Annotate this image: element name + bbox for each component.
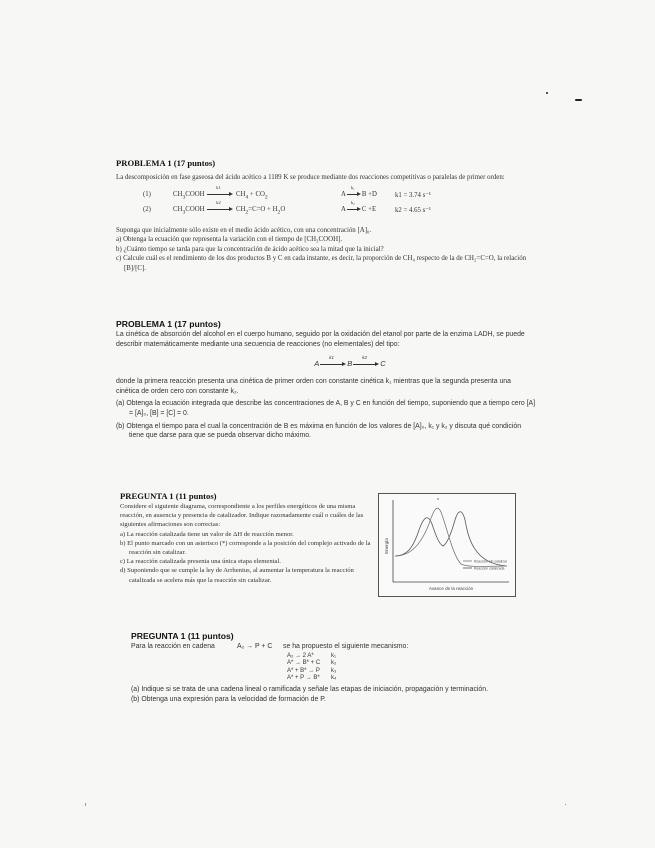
reaction-arrow: k2 xyxy=(207,206,233,212)
energy-profile-diagram xyxy=(379,494,515,596)
scan-speck xyxy=(85,803,86,806)
mechanism-step: A* + P → B* k₄ xyxy=(287,674,337,681)
energy-profile-figure xyxy=(378,493,516,597)
question-intro: Considere el siguiente diagrama, correspondiente a los perfiles energéticos de una misma reacción, en ausencia y presencia de catalizador. Indique razonadamente cuál o cuáles de las siguientes afirmaciones son correctas: xyxy=(120,503,364,529)
rate-constant: k1 = 3.74 s⁻¹ xyxy=(395,191,431,199)
uncatalyzed-curve xyxy=(395,508,507,566)
asterisk-marker: * xyxy=(437,498,439,504)
question-item: a) La reacción catalizada tiene un valor de ΔH de reacción menor. xyxy=(120,530,294,538)
reaction-list xyxy=(143,185,536,217)
chain-reaction-intro: Para la reacción en cadena A₂ → P + C se ha propuesto el siguiente mecanismo: xyxy=(131,643,409,650)
scheme-arrow: k₂ xyxy=(347,206,361,212)
reaction-arrow: k1 xyxy=(207,191,233,197)
reactant: $CH_3COOH$ xyxy=(173,190,205,200)
reaction-scheme: A k₁ B +D xyxy=(341,185,377,198)
conditions-text: donde la primera reacción presenta una cinética de primer orden con constante cinética k₁ mientras que la segunda presenta una cinética de orden cero con constante k₂. xyxy=(116,378,511,395)
overall-reaction: A₂ → P + C xyxy=(237,643,273,650)
problem-intro: La descomposición en fase gaseosa del ácido acético a 1189 K se produce mediante dos reacciones competitivas o paralelas de primer orden: xyxy=(116,174,505,181)
mechanism-step: A* → B* + C k₂ xyxy=(287,660,337,667)
problem-1-section xyxy=(116,158,536,274)
y-axis-label: Energía xyxy=(384,538,389,554)
catalyzed-curve xyxy=(395,512,507,566)
question-item: (b) Obtenga el tiempo para el cual la concentración de B es máxima en función de los valores de [A]₀, k₁ y k₂ y discuta qué condición tiene que darse para que se pueda observar dicho máximo. xyxy=(116,422,522,440)
reaction-equation xyxy=(173,200,286,215)
reaction-row xyxy=(143,200,536,217)
section-title: PREGUNTA 1 (11 puntos) xyxy=(131,631,234,641)
question-item: c) La reacción catalizada presenta una única etapa elemental. xyxy=(120,558,281,566)
section-title: PROBLEMA 1 (17 puntos) xyxy=(116,319,221,329)
rate-constant: k2 = 4.65 s⁻¹ xyxy=(395,206,431,214)
reaction-sequence: A k1 B k2 C xyxy=(314,355,386,369)
reactant: $CH_3COOH$ xyxy=(173,205,205,215)
mechanism-steps xyxy=(287,653,531,682)
question-item: a) Obtenga la ecuación que representa la variación con el tiempo de [CH₃COOH]. xyxy=(116,236,343,244)
mechanism-step: A* + B* → P k₃ xyxy=(287,667,337,674)
scan-speck xyxy=(546,92,548,94)
reaction-row xyxy=(143,185,536,202)
reaction-number: (1) xyxy=(143,190,151,198)
question-item: (a) Obtenga la ecuación integrada que describe las concentraciones de A, B y C en función del tiempo, suponiendo que a tiempo cero [A] = [A]₀, [B] = [C] = 0. xyxy=(116,400,536,417)
section-title: PREGUNTA 1 (11 puntos) xyxy=(120,491,217,501)
question-item: b) ¿Cuánto tiempo se tarda para que la concentración de ácido acético sea la mitad que la inicial? xyxy=(116,245,384,253)
mechanism-step: A₂ → 2 A* k₁ xyxy=(287,653,337,659)
x-axis-label: Avance de la reacción xyxy=(428,586,474,591)
scan-mark xyxy=(575,99,582,101)
legend-catalyzed: Reacción catalizada xyxy=(474,566,505,571)
pregunta-1-energy-section xyxy=(120,491,375,585)
question-item: (b) Obtenga una expresión para la velocidad de formación de P. xyxy=(131,695,326,703)
scan-speck xyxy=(565,804,566,805)
scheme-arrow: k2 xyxy=(353,361,379,367)
question-item: b) El punto marcado con un asterisco (*) corresponde a la posición del complejo activado de la reacción sin catalizar. xyxy=(120,539,371,557)
reaction-number: (2) xyxy=(143,205,151,213)
question-item: c) Calcule cuál es el rendimiento de los dos productos B y C en cada instante, es decir, la proporción de CH₄ respecto de la de CH₂=C=O, la relación [B]/[C]. xyxy=(116,255,527,272)
pregunta-1-chain-section xyxy=(131,631,531,704)
reaction-equation xyxy=(173,185,268,200)
scheme-arrow: k₁ xyxy=(347,191,361,197)
assumption-text: Suponga que inicialmente sólo existe en el medio ácido acético, con una concentración [A]₀. xyxy=(116,226,372,234)
question-item: d) Suponiendo que se cumple la ley de Arrhenius, al aumentar la temperatura la reacción catalizada se acelera más que la reacción sin catalizar. xyxy=(120,567,354,584)
question-item: (a) Indique si se trata de una cadena lineal o ramificada y señale las etapas de iniciación, propagación y terminación. xyxy=(131,686,488,694)
products: $CH_4 + CO_2$ xyxy=(235,190,268,200)
problem-intro: La cinética de absorción del alcohol en el cuerpo humano, seguido por la oxidación del etanol por parte de la enzima LADH, se puede describir matemáticamente mediante una secuencia de reacciones (no elementales) del tipo: xyxy=(116,331,525,348)
legend-uncatalyzed: Reacción sin catalizar xyxy=(474,559,507,564)
products: $CH_2=C=O + H_2O$ xyxy=(235,205,286,215)
section-title: PROBLEMA 1 (17 puntos) xyxy=(116,158,216,168)
problem-1-alcohol-section xyxy=(116,319,536,441)
scheme-arrow: k1 xyxy=(320,361,346,367)
reaction-scheme: A k₂ C +E xyxy=(341,200,377,213)
